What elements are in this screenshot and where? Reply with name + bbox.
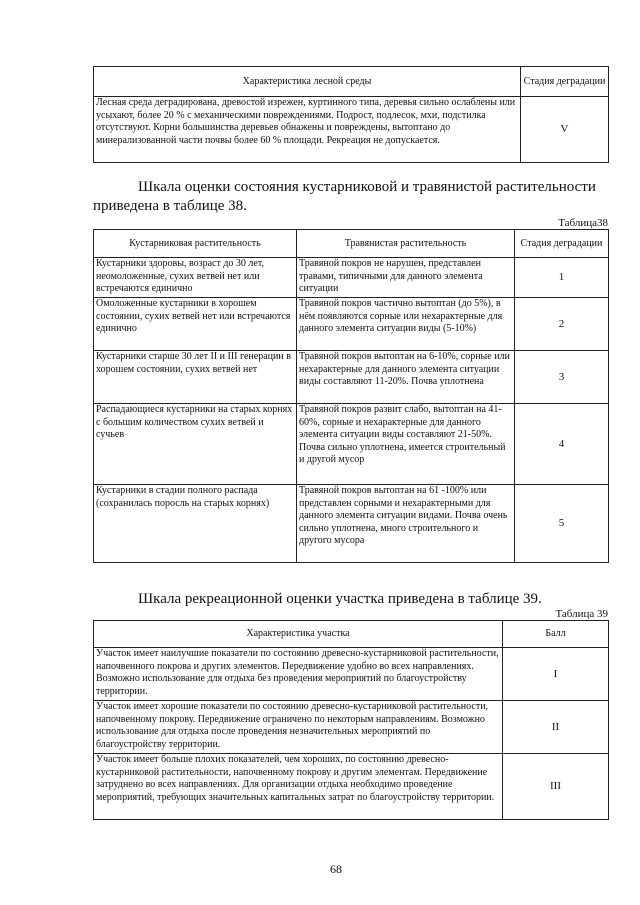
grass-cell: Травяной покров не нарушен, представлен травами, типичными для данного элемента ситуации bbox=[297, 258, 515, 298]
column-header: Стадия деградации bbox=[515, 230, 609, 258]
score-cell: III bbox=[503, 754, 609, 820]
shrub-cell: Омоложенные кустарники в хорошем состоянии, сухих ветвей нет или встречаются единично bbox=[94, 298, 297, 351]
shrub-cell: Кустарники в стадии полного распада (сохранилась поросль на старых корнях) bbox=[94, 485, 297, 563]
grass-cell: Травяной покров частично вытоптан (до 5%), в нём появляются сорные или нехарактерные для данного элемента ситуации виды (5-10%) bbox=[297, 298, 515, 351]
forest-environment-table bbox=[93, 66, 609, 163]
paragraph-table-38-intro: Шкала оценки состояния кустарниковой и травянистой растительности приведена в таблице 38. bbox=[93, 179, 596, 214]
shrub-cell: Кустарники здоровы, возраст до 30 лет, неомоложенные, сухих ветвей нет или встречаются единично bbox=[94, 258, 297, 298]
table-39-caption: Таблица 39 bbox=[555, 608, 608, 620]
table-row bbox=[94, 258, 609, 298]
table-header-row bbox=[94, 621, 609, 648]
shrub-cell: Распадающиеся кустарники на старых корнях с большим количеством сухих ветвей и сучьев bbox=[94, 404, 297, 485]
stage-cell: 5 bbox=[515, 485, 609, 563]
vegetation-state-table bbox=[93, 229, 609, 563]
table-row bbox=[94, 97, 609, 163]
table-row bbox=[94, 701, 609, 754]
table-row bbox=[94, 485, 609, 563]
degradation-stage-cell: V bbox=[521, 97, 609, 163]
column-header: Характеристика лесной среды bbox=[94, 67, 521, 97]
table-header-row bbox=[94, 67, 609, 97]
table-38-caption: Таблица38 bbox=[558, 217, 608, 229]
page-number: 68 bbox=[330, 862, 342, 876]
table-row bbox=[94, 351, 609, 404]
site-characteristic-cell: Участок имеет наилучшие показатели по состоянию древесно-кустарниковой растительности, напочвенного покрова и других элементов. Передвижение удобно во всех направлениях. Возможно использование для отдыха без проведения мероприятий по благоустройству территории. bbox=[94, 648, 503, 701]
grass-cell: Травяной покров вытоптан на 61 -100% или представлен сорными и нехарактерными для данного элемента ситуации видами. Почва очень сильно уплотнена, много строительного и другого мусора bbox=[297, 485, 515, 563]
stage-cell: 4 bbox=[515, 404, 609, 485]
stage-cell: 2 bbox=[515, 298, 609, 351]
shrub-cell: Кустарники старше 30 лет II и III генерации в хорошем состоянии, сухих ветвей нет bbox=[94, 351, 297, 404]
grass-cell: Травяной покров развит слабо, вытоптан на 41-60%, сорные и нехарактерные для данного элемента ситуации виды составляют 21-50%. Почва сильно уплотнена, имеется строительный и другой мусор bbox=[297, 404, 515, 485]
table-row bbox=[94, 298, 609, 351]
stage-cell: 3 bbox=[515, 351, 609, 404]
table-row bbox=[94, 754, 609, 820]
table-row bbox=[94, 404, 609, 485]
column-header: Характеристика участка bbox=[94, 621, 503, 648]
column-header: Стадия деградации bbox=[521, 67, 609, 97]
column-header: Травянистая растительность bbox=[297, 230, 515, 258]
recreation-score-table bbox=[93, 620, 609, 820]
column-header: Кустарниковая растительность bbox=[94, 230, 297, 258]
site-characteristic-cell: Участок имеет больше плохих показателей, чем хороших, по состоянию древесно-кустарниковой растительности, напочвенному покрову и другим элементам. Передвижение затруднено во всех направлениях. Для организации отдыха необходимо проведение мероприятий, требующих значительных капитальных затрат по благоустройству территории. bbox=[94, 754, 503, 820]
site-characteristic-cell: Участок имеет хорошие показатели по состоянию древесно-кустарниковой растительности, напочвенному покрову. Передвижение ограничено по некоторым направлениям. Возможно использование для отдыха после проведения незначительных мероприятий по благоустройству территории. bbox=[94, 701, 503, 754]
table-header-row bbox=[94, 230, 609, 258]
paragraph-table-39-intro: Шкала рекреационной оценки участка приведена в таблице 39. bbox=[138, 591, 542, 607]
grass-cell: Травяной покров вытоптан на 6-10%, сорные или нехарактерные для данного элемента ситуации виды составляют 11-20%. Почва уплотнена bbox=[297, 351, 515, 404]
score-cell: I bbox=[503, 648, 609, 701]
stage-cell: 1 bbox=[515, 258, 609, 298]
column-header: Балл bbox=[503, 621, 609, 648]
forest-characteristic-cell: Лесная среда деградирована, древостой изрежен, куртинного типа, деревья сильно ослаблены или усыхают, более 20 % с механическими повреждениями. Подрост, подлесок, мхи, подстилка отсутствуют. Корни большинства деревьев обнажены и повреждены, вытоптано до минерализованной части почвы более 60 % площади. Рекреация не допускается. bbox=[94, 97, 521, 163]
table-row bbox=[94, 648, 609, 701]
score-cell: II bbox=[503, 701, 609, 754]
